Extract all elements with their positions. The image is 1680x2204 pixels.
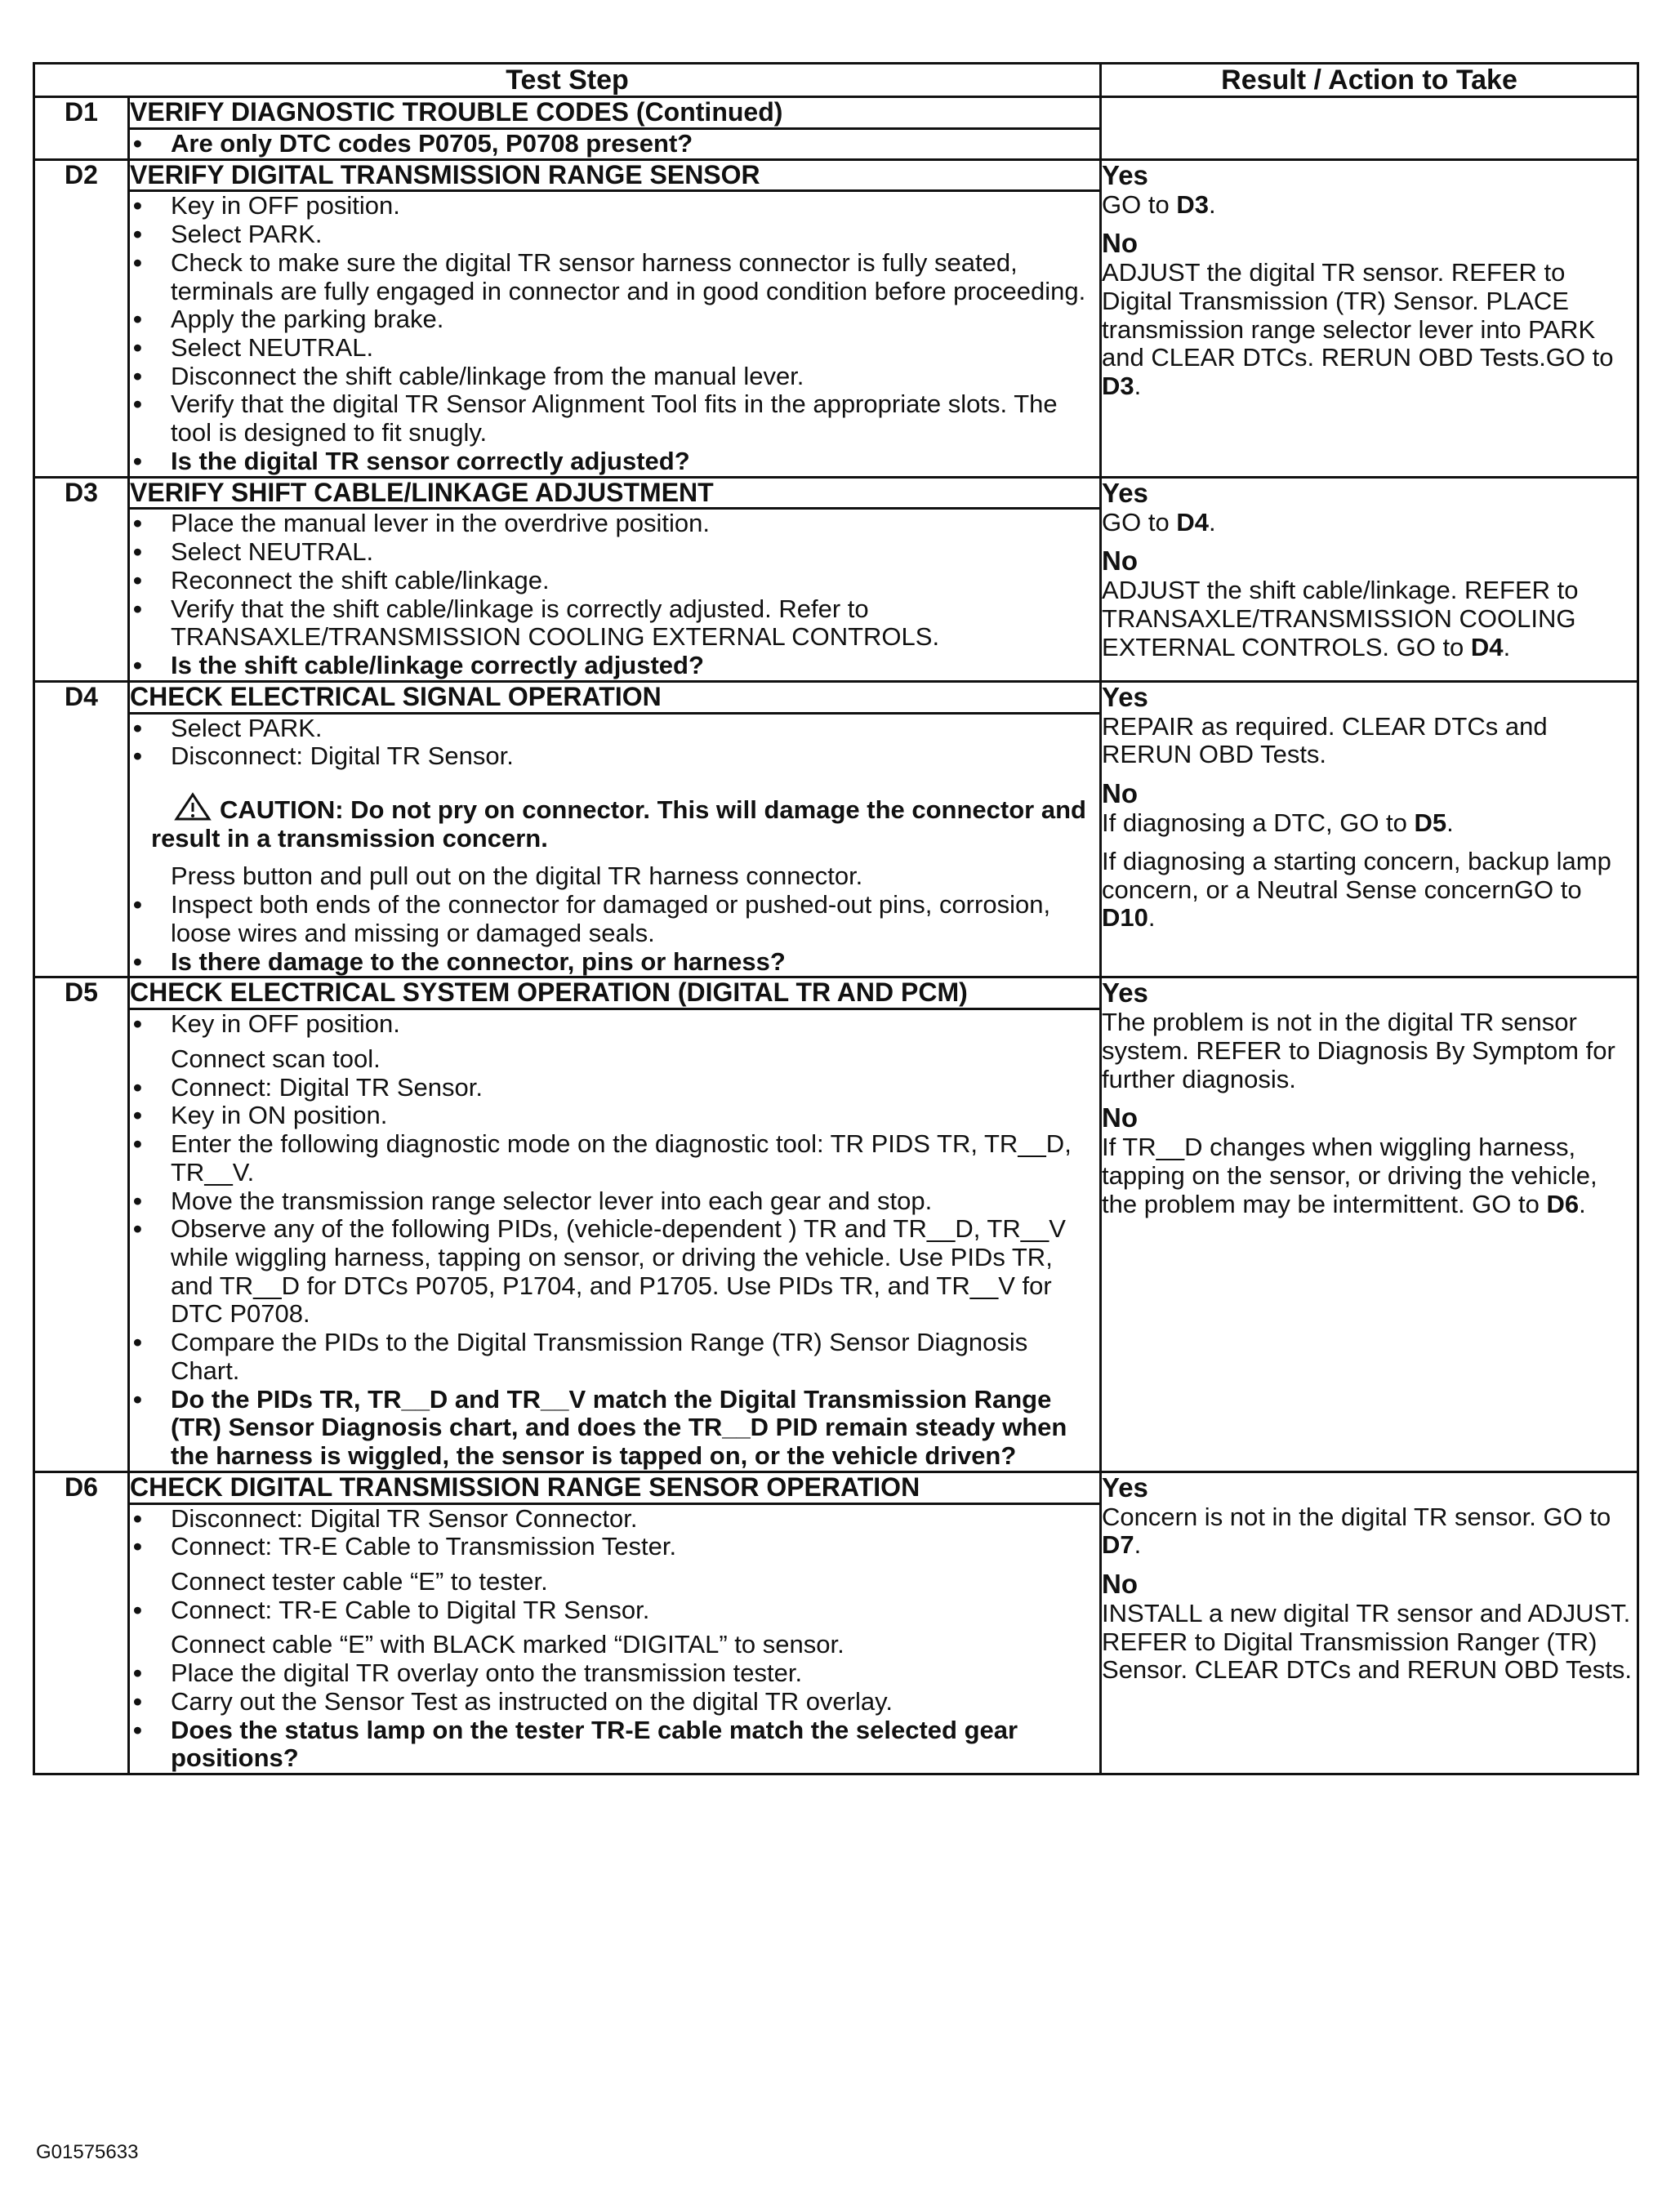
result-text-end: . bbox=[1147, 903, 1156, 933]
result-action bbox=[1102, 848, 1637, 933]
result-text: ADJUST the shift cable/linkage. REFER to TRANSAXLE/TRANSMISSION COOLING EXTERNAL CONTROLS. GO to bbox=[1102, 576, 1579, 661]
result-action bbox=[1102, 509, 1637, 537]
step-list bbox=[129, 1009, 1101, 1472]
step-item: • Connect: TR-E Cable to Transmission Tester. bbox=[130, 1533, 1099, 1561]
step-question: • Does the status lamp on the tester TR-E cable match the selected gear positions? bbox=[130, 1716, 1099, 1773]
warning-triangle-icon bbox=[174, 792, 212, 821]
step-item: Connect tester cable “E” to tester. bbox=[171, 1566, 548, 1596]
result-text: Concern is not in the digital TR sensor. GO to bbox=[1102, 1502, 1611, 1531]
result-cell bbox=[1101, 97, 1638, 160]
step-id: D1 bbox=[34, 97, 129, 160]
step-item: • Key in ON position. bbox=[130, 1102, 1099, 1130]
step-title: CHECK ELECTRICAL SYSTEM OPERATION (DIGITAL TR AND PCM) bbox=[129, 977, 1101, 1009]
result-action bbox=[1102, 1600, 1637, 1685]
result-cell bbox=[1101, 477, 1638, 681]
result-label-no: No bbox=[1102, 778, 1139, 809]
step-item: • Select NEUTRAL. bbox=[130, 334, 1099, 363]
step-item: • Disconnect: Digital TR Sensor Connector. bbox=[130, 1505, 1099, 1534]
result-text-end: . bbox=[1446, 808, 1454, 838]
test-step-title-row bbox=[34, 977, 1638, 1009]
step-question: • Do the PIDs TR, TR__D and TR__V match the Digital Transmission Range (TR) Sensor Diagnosis chart, and does the TR__D PID remain steady when the harness is wiggled, the sensor is tapped on, or the vehicle driven? bbox=[130, 1386, 1099, 1471]
step-reference: D4 bbox=[1470, 632, 1504, 661]
step-item: • Inspect both ends of the connector for damaged or pushed-out pins, corrosion, loose wires and missing or damaged seals. bbox=[130, 891, 1099, 947]
step-item: • Observe any of the following PIDs, (vehicle-dependent ) TR and TR__D, TR__V while wiggling harness, tapping on sensor, or driving the vehicle. Use PIDs TR, and TR__D for DTCs P0705, P1704, and P1705. Use PIDs TR, and TR__V for DTC P0708. bbox=[130, 1215, 1099, 1329]
result-cell bbox=[1101, 1472, 1638, 1774]
step-item: • Select PARK. bbox=[130, 220, 1099, 249]
result-text-end: . bbox=[1579, 1189, 1586, 1218]
step-item: • Enter the following diagnostic mode on the diagnostic tool: TR PIDS TR, TR__D, TR__V. bbox=[130, 1130, 1099, 1187]
step-item: • Reconnect the shift cable/linkage. bbox=[130, 567, 1099, 595]
step-reference: D4 bbox=[1176, 507, 1209, 537]
table-header-row bbox=[34, 64, 1638, 97]
test-step-title-row bbox=[34, 159, 1638, 191]
column-header-test-step: Test Step bbox=[34, 64, 1101, 97]
step-reference: D6 bbox=[1546, 1189, 1580, 1218]
step-reference: D3 bbox=[1176, 189, 1209, 219]
figure-code: G01575633 bbox=[36, 2141, 139, 2163]
step-title: VERIFY SHIFT CABLE/LINKAGE ADJUSTMENT bbox=[129, 477, 1101, 509]
result-action bbox=[1102, 713, 1637, 769]
result-text: If diagnosing a starting concern, backup lamp concern, or a Neutral Sense concernGO to bbox=[1102, 846, 1611, 904]
step-list bbox=[129, 509, 1101, 681]
test-step-title-row bbox=[34, 97, 1638, 129]
step-item: Connect scan tool. bbox=[171, 1044, 381, 1073]
step-item: • Place the digital TR overlay onto the transmission tester. bbox=[130, 1659, 1099, 1688]
result-text: The problem is not in the digital TR sensor system. REFER to Diagnosis By Symptom for further diagnosis. bbox=[1102, 1008, 1615, 1093]
step-list bbox=[129, 191, 1101, 477]
result-action bbox=[1102, 1133, 1637, 1218]
step-question: • Is the shift cable/linkage correctly adjusted? bbox=[130, 652, 1099, 680]
step-title: CHECK DIGITAL TRANSMISSION RANGE SENSOR OPERATION bbox=[129, 1472, 1101, 1503]
result-action bbox=[1102, 259, 1637, 401]
result-label-yes: Yes bbox=[1102, 977, 1148, 1008]
result-text-end: . bbox=[1208, 189, 1216, 219]
result-text: If TR__D changes when wiggling harness, tapping on the sensor, or driving the vehicle, the problem may be intermittent. GO to bbox=[1102, 1133, 1598, 1218]
step-list bbox=[129, 713, 1101, 977]
step-id: D6 bbox=[34, 1472, 129, 1774]
step-item: • Disconnect: Digital TR Sensor. bbox=[130, 742, 1099, 771]
step-reference: D3 bbox=[1102, 372, 1134, 401]
step-title: VERIFY DIAGNOSTIC TROUBLE CODES (Continued) bbox=[129, 97, 1101, 129]
result-label-yes: Yes bbox=[1102, 477, 1148, 508]
result-label-no: No bbox=[1102, 228, 1139, 259]
step-item: Press button and pull out on the digital TR harness connector. bbox=[171, 862, 863, 891]
step-item: • Move the transmission range selector lever into each gear and stop. bbox=[130, 1187, 1099, 1216]
result-action bbox=[1102, 1503, 1637, 1560]
result-label-no: No bbox=[1102, 1569, 1139, 1600]
step-item: • Apply the parking brake. bbox=[130, 305, 1099, 334]
step-item: • Verify that the shift cable/linkage is correctly adjusted. Refer to TRANSAXLE/TRANSMISSION COOLING EXTERNAL CONTROLS. bbox=[130, 595, 1099, 652]
result-cell bbox=[1101, 681, 1638, 977]
step-reference: D5 bbox=[1414, 808, 1447, 838]
test-step-title-row bbox=[34, 681, 1638, 713]
step-item: • Key in OFF position. bbox=[130, 1010, 1099, 1039]
step-item: • Place the manual lever in the overdrive position. bbox=[130, 510, 1099, 538]
result-action bbox=[1102, 1008, 1637, 1093]
result-text: If diagnosing a DTC, GO to bbox=[1102, 808, 1415, 838]
caution-note bbox=[130, 792, 1099, 853]
result-label-yes: Yes bbox=[1102, 159, 1148, 190]
step-item: • Disconnect the shift cable/linkage from the manual lever. bbox=[130, 363, 1099, 391]
test-step-title-row bbox=[34, 477, 1638, 509]
step-item: • Connect: Digital TR Sensor. bbox=[130, 1074, 1099, 1102]
step-id: D3 bbox=[34, 477, 129, 681]
result-action bbox=[1102, 191, 1637, 220]
step-item: • Carry out the Sensor Test as instructed on the digital TR overlay. bbox=[130, 1688, 1099, 1716]
step-item: • Connect: TR-E Cable to Digital TR Sensor. bbox=[130, 1596, 1099, 1625]
result-label-yes: Yes bbox=[1102, 1472, 1148, 1503]
step-list bbox=[129, 128, 1101, 159]
step-item: • Compare the PIDs to the Digital Transmission Range (TR) Sensor Diagnosis Chart. bbox=[130, 1329, 1099, 1385]
result-text: REPAIR as required. CLEAR DTCs and RERUN OBD Tests. bbox=[1102, 711, 1548, 769]
step-reference: D7 bbox=[1102, 1530, 1134, 1560]
result-cell bbox=[1101, 159, 1638, 477]
result-action bbox=[1102, 809, 1637, 838]
step-id: D2 bbox=[34, 159, 129, 477]
result-label-yes: Yes bbox=[1102, 681, 1148, 712]
result-text-end: . bbox=[1134, 1530, 1142, 1560]
step-item: • Select NEUTRAL. bbox=[130, 538, 1099, 567]
step-item: • Check to make sure the digital TR sensor harness connector is fully seated, terminals are fully engaged in connector and in good condition before proceeding. bbox=[130, 249, 1099, 305]
step-question: • Are only DTC codes P0705, P0708 present? bbox=[130, 130, 1099, 158]
step-title: CHECK ELECTRICAL SIGNAL OPERATION bbox=[129, 681, 1101, 713]
result-action bbox=[1102, 577, 1637, 661]
result-text-end: . bbox=[1208, 507, 1216, 537]
step-list bbox=[129, 1503, 1101, 1774]
result-text-end: . bbox=[1503, 632, 1511, 661]
result-cell bbox=[1101, 977, 1638, 1472]
step-reference: D10 bbox=[1102, 903, 1148, 933]
step-item: • Select PARK. bbox=[130, 715, 1099, 743]
result-label-no: No bbox=[1102, 1102, 1139, 1133]
column-header-result: Result / Action to Take bbox=[1101, 64, 1638, 97]
result-text: GO to bbox=[1102, 189, 1177, 219]
result-text: INSTALL a new digital TR sensor and ADJUST. REFER to Digital Transmission Ranger (TR) Sensor. CLEAR DTCs and RERUN OBD Tests. bbox=[1102, 1599, 1632, 1685]
step-id: D5 bbox=[34, 977, 129, 1472]
step-question: • Is there damage to the connector, pins or harness? bbox=[130, 948, 1099, 977]
step-item: • Key in OFF position. bbox=[130, 192, 1099, 220]
result-text-end: . bbox=[1134, 372, 1142, 401]
test-step-title-row bbox=[34, 1472, 1638, 1503]
step-question: • Is the digital TR sensor correctly adjusted? bbox=[130, 447, 1099, 476]
result-text: ADJUST the digital TR sensor. REFER to Digital Transmission (TR) Sensor. PLACE transmission range selector lever into PARK and CLEAR DTCs. RERUN OBD Tests.GO to bbox=[1102, 258, 1614, 372]
step-item: • Verify that the digital TR Sensor Alignment Tool fits in the appropriate slots. The tool is designed to fit snugly. bbox=[130, 390, 1099, 447]
result-label-no: No bbox=[1102, 545, 1139, 577]
diagnostic-table bbox=[33, 62, 1639, 1775]
step-item: Connect cable “E” with BLACK marked “DIGITAL” to sensor. bbox=[171, 1630, 844, 1659]
step-title: VERIFY DIGITAL TRANSMISSION RANGE SENSOR bbox=[129, 159, 1101, 191]
result-text: GO to bbox=[1102, 507, 1177, 537]
step-id: D4 bbox=[34, 681, 129, 977]
caution-text: CAUTION: Do not pry on connector. This will damage the connector and result in a transmission concern. bbox=[151, 795, 1086, 853]
